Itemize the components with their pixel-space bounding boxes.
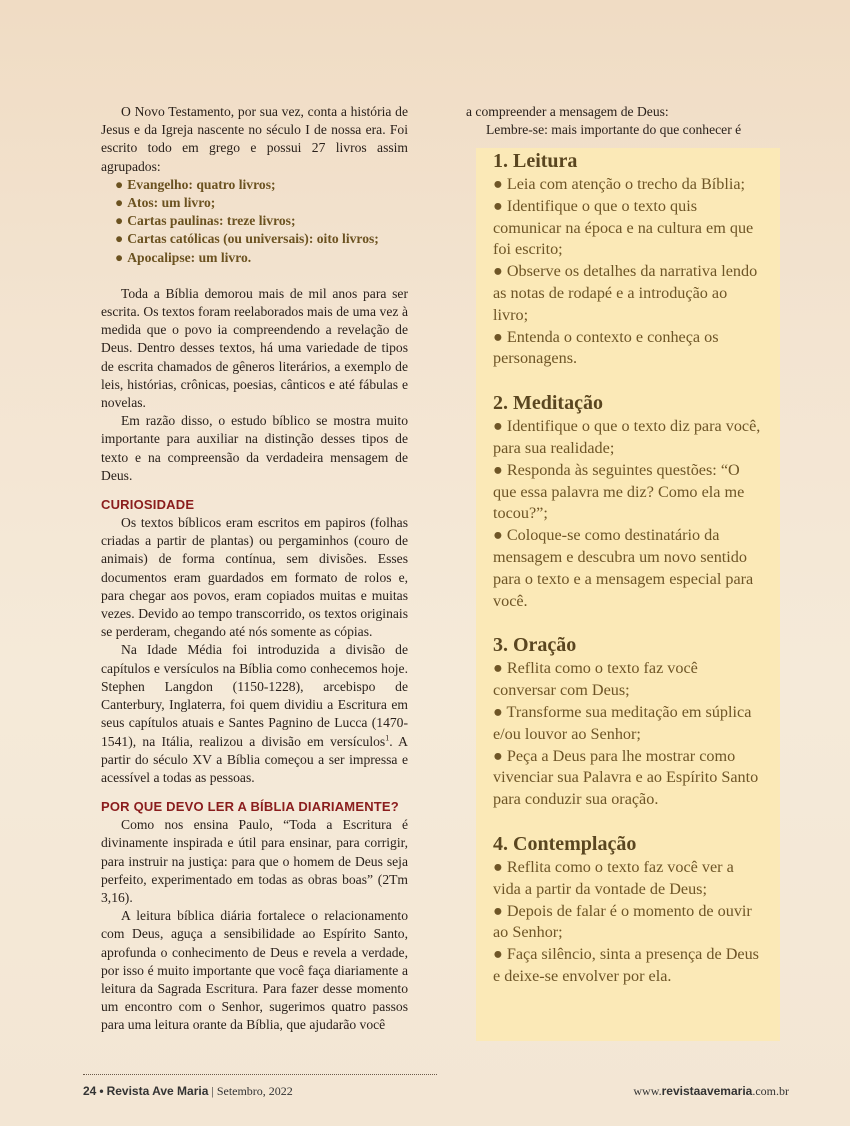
bullet-icon: ● [115,213,124,229]
step-item [493,746,763,811]
step-item-text: Transforme sua meditação em súplica e/ou louvor ao Senhor; [493,702,752,743]
bullet-icon: ● [493,901,503,920]
bullet-icon: ● [115,249,124,265]
step-item [493,327,763,371]
url-brand: revistaavemaria [661,1084,753,1098]
step-item-text: Identifique o que o texto quis comunicar na época e na cultura em que foi escrito; [493,196,754,259]
footer-left [83,1084,293,1099]
bullet-icon: ● [115,176,124,192]
spacer [101,267,408,285]
step-item-text: Identifique o que o texto diz para você, para sua realidade; [493,417,761,457]
continuation-text: a compreender a mensagem de Deus: [466,104,669,119]
bullet-icon: ● [493,857,503,876]
step-item [493,944,763,988]
books-list [101,176,408,267]
book-item: ● Cartas católicas (ou universais): oito livros; [115,231,379,247]
steps-container [493,148,763,988]
right-column-top [466,103,786,139]
footer-divider [83,1074,437,1075]
step-item [493,416,763,460]
step-item-text: Coloque-se como destinatário da mensagem e descubra um novo sentido para o texto e a mensagem especial para você. [493,526,754,610]
step-title: 3. Oração [493,634,577,657]
book-item: ● Atos: um livro; [115,195,216,211]
footer-bullet: • [99,1084,104,1098]
curiosidade-paragraph-1: Os textos bíblicos eram escritos em papiros (folhas criadas a partir de plantas) ou pergaminhos (couro de animais) de forma contínua, sem divisões. Esses documentos eram guardados em formato de rolos e, para chegar aos povos, eram copiados muitas e muitas vezes. Devido ao tempo transcorrido, os textos originais se perderam, chegando até nós somente as cópias. [101,515,408,640]
bullet-icon: ● [493,327,503,346]
book-item: ● Evangelho: quatro livros; [115,176,276,192]
curiosidade-heading: CURIOSIDADE [101,497,195,513]
step-item [493,460,763,525]
bullet-icon: ● [115,231,124,247]
step-item-text: Peça a Deus para lhe mostrar como vivenciar sua Palavra e ao Espírito Santo para conduzir sua oração. [493,746,759,809]
step-item [493,261,763,326]
page-number: 24 [83,1084,97,1098]
porque-paragraph-1: Como nos ensina Paulo, “Toda a Escritura é divinamente inspirada e útil para ensinar, para corrigir, para instruir na justiça: para que o homem de Deus seja perfeito, experimentado em todas as obras boas” (2Tm 3,16). [101,817,408,905]
bible-history-paragraph: Toda a Bíblia demorou mais de mil anos para ser escrita. Os textos foram reelaborados mais de uma vez à medida que o povo ia compreendendo a revelação de Deus. Dentro desses textos, há uma variedade de tipos de escrita chamados de gêneros literários, a exemplo de leis, histórias, crônicas, poesias, cânticos e até fábulas e novelas. [101,285,408,411]
bullet-icon: ● [493,460,503,479]
curiosidade-paragraph-2: Na Idade Média foi introduzida a divisão de capítulos e versículos na Bíblia como conhecemos hoje. Stephen Langdon (1150-1228), arcebispo de Canterbury, Inglaterra, foi quem dividiu a Escritura em seus capítulos atuais e Santes Pagnino de Lucca (1470-1541), na Itália, realizou a divisão em versículos$^1$. A partir do século XV a Bíblia começou a ser impressa e acessível a todas as pessoas. [101,642,408,785]
magazine-name: Revista Ave Maria [106,1084,209,1098]
step-title: 4. Contemplação [493,832,637,855]
step-item [493,658,763,702]
porque-heading: POR QUE DEVO LER A BÍBLIA DIARIAMENTE? [101,799,399,815]
issue-date: Setembro, 2022 [216,1084,293,1098]
book-item: ● Cartas paulinas: treze livros; [115,213,296,229]
step-item-text: Reflita como o texto faz você conversar com Deus; [493,659,698,700]
website-url[interactable]: www.revistaavemaria.com.br [633,1084,789,1098]
spacer [101,787,408,797]
bullet-icon: ● [493,175,503,193]
step-item-text: Leia com atenção o trecho da Bíblia; [506,175,746,193]
step-item-text: Entenda o contexto e conheça os personagens. [493,327,719,368]
porque-paragraph-2: A leitura bíblica diária fortalece o relacionamento com Deus, aguça a sensibilidade ao Espírito Santo, aprofunda o conhecimento de Deus e revela a verdade, por isso é muito importante que você faça diariamente a leitura da Sagrada Escritura. Para fazer desse momento um encontro com o Senhor, sugerimos quatro passos para uma leitura orante da Bíblia, que ajudarão você [101,908,408,1033]
step-item-text: Reflita como o texto faz você ver a vida a partir da vontade de Deus; [493,857,734,898]
step-item [493,857,763,901]
footer-separator: | [211,1084,214,1098]
spacer [493,811,763,831]
step-item-text: Observe os detalhes da narrativa lendo as notas de rodapé e a introdução ao livro; [493,262,758,324]
bullet-icon: ● [493,945,503,964]
intro-paragraph: O Novo Testamento, por sua vez, conta a história de Jesus e da Igreja nascente no século I de nossa era. Foi escrito todo em grego e possui 27 livros assim agrupados: [101,104,408,174]
bullet-icon: ● [493,417,503,436]
step-title: 2. Meditação [493,392,603,415]
lembre-text: Lembre-se: mais importante do que conhecer é [486,122,742,138]
bullet-icon: ● [493,659,503,678]
bullet-icon: ● [493,262,503,281]
step-item [493,174,763,196]
step-item-text: Responda às seguintes questões: “O que essa palavra me diz? Como ela me tocou?”; [493,460,745,523]
step-item [493,196,763,261]
bullet-icon: ● [493,196,503,215]
bullet-icon: ● [493,526,503,545]
footnote-marker: 1 [385,732,390,742]
spacer [101,485,408,495]
lectio-divina-box [476,148,780,1041]
step-item [493,525,763,612]
spacer [493,612,763,632]
study-paragraph: Em razão disso, o estudo bíblico se mostra muito importante para auxiliar na distinção desses tipos de texto e na compreensão da verdadeira mensagem de Deus. [101,413,408,483]
step-item-text: Depois de falar é o momento de ouvir ao Senhor; [493,901,752,942]
step-title: 1. Leitura [493,150,578,172]
bullet-icon: ● [115,195,124,211]
left-column [101,103,408,1035]
step-item-text: Faça silêncio, sinta a presença de Deus e deixe-se envolver por ela. [493,945,759,985]
bullet-icon: ● [493,702,503,721]
spacer [493,370,763,390]
step-item [493,901,763,945]
step-item [493,702,763,746]
bullet-icon: ● [493,746,503,765]
book-item: ● Apocalipse: um livro. [115,249,252,265]
